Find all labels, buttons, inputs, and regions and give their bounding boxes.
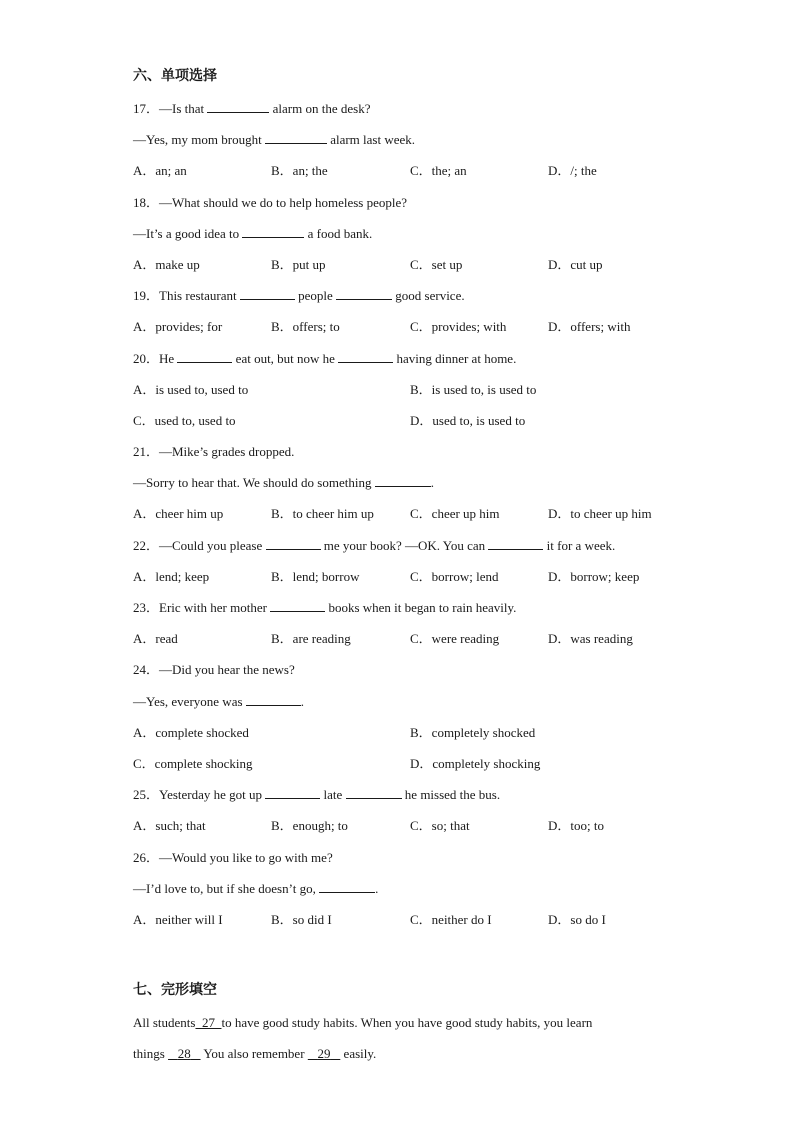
question-23-stem [133, 592, 733, 623]
question-21-stem: 21．—Mike’s grades dropped. [133, 444, 295, 460]
option-a[interactable]: A．complete shocked [133, 724, 249, 740]
answer-blank[interactable] [207, 100, 269, 113]
answer-blank[interactable] [488, 537, 543, 550]
cloze-blank-number: 29 [317, 1046, 331, 1062]
option-b[interactable]: B．offers; to [271, 319, 340, 335]
question-17-stem [133, 93, 733, 124]
option-c[interactable]: C．were reading [410, 631, 500, 647]
q22-stem-part: it for a week. [543, 537, 616, 553]
q18-line2-part: —It’s a good idea to [133, 225, 243, 241]
cloze-blank-28[interactable] [168, 1046, 201, 1061]
answer-blank[interactable] [270, 599, 325, 612]
option-d[interactable]: D．borrow; keep [548, 568, 640, 584]
option-a[interactable]: A．such; that [133, 818, 206, 834]
option-d[interactable]: D．completely shocking [410, 755, 541, 771]
question-18-options [133, 249, 733, 280]
cloze-text: things [133, 1046, 169, 1062]
option-d[interactable]: D．so do I [548, 911, 606, 927]
q19-stem-part: people [294, 288, 337, 304]
question-24-line2 [133, 686, 733, 717]
question-25-stem [133, 779, 733, 810]
question-20-options-row2 [133, 405, 733, 436]
option-c[interactable]: C．set up [410, 256, 463, 272]
cloze-blank-29[interactable] [308, 1046, 341, 1061]
cloze-blank-number: 27 [201, 1015, 215, 1031]
answer-blank[interactable] [375, 474, 431, 487]
q20-stem-part: eat out, but now he [232, 350, 339, 366]
answer-blank[interactable] [346, 786, 402, 799]
option-d[interactable]: D．was reading [548, 631, 633, 647]
option-a[interactable]: A．provides; for [133, 319, 223, 335]
question-21-options [133, 498, 733, 529]
q21-line2-part: . [430, 475, 434, 491]
answer-blank[interactable] [336, 287, 392, 300]
answer-blank[interactable] [265, 786, 320, 799]
q26-line2-part: —I’d love to, but if she doesn’t go, [133, 880, 320, 896]
option-d[interactable]: D．to cheer up him [548, 506, 652, 522]
option-d[interactable]: D．too; to [548, 818, 604, 834]
option-a[interactable]: A．cheer him up [133, 506, 224, 522]
question-22-stem [133, 530, 733, 561]
q24-line2-part: —Yes, everyone was [133, 693, 246, 709]
answer-blank[interactable] [177, 350, 232, 363]
cloze-text: to have good study habits. When you have good study habits, you learn [221, 1015, 593, 1031]
option-a[interactable]: A．neither will I [133, 911, 223, 927]
q24-line2-part: . [300, 693, 305, 709]
question-19-options [133, 311, 733, 342]
option-c[interactable]: C．provides; with [410, 319, 507, 335]
q21-line2-part: —Sorry to hear that. We should do something [133, 475, 375, 491]
question-24-options-row2 [133, 748, 733, 779]
question-24-options-row1 [133, 717, 733, 748]
option-b[interactable]: B．enough; to [271, 818, 348, 834]
q25-stem-part: 25．Yesterday he got up [133, 787, 266, 803]
q23-stem-part: books when it began to rain heavily. [325, 600, 517, 615]
q26-line2-part: . [375, 880, 379, 896]
q20-stem-part: having dinner at home. [393, 350, 517, 366]
q17-line2-part: alarm last week. [326, 132, 416, 148]
question-17-options [133, 155, 733, 186]
option-a[interactable]: A．make up [133, 256, 200, 272]
option-b[interactable]: B．is used to, is used to [410, 381, 537, 397]
cloze-blank-27[interactable] [195, 1015, 221, 1030]
section-gap [133, 935, 733, 976]
option-c[interactable]: C．the; an [410, 163, 467, 179]
q20-stem-part: 20．He [133, 350, 178, 366]
option-d[interactable]: D．offers; with [548, 319, 631, 335]
q25-stem-part: he missed the bus. [401, 787, 501, 803]
cloze-line-1 [133, 1007, 733, 1038]
section-title-cloze: 七、完形填空 [133, 982, 217, 999]
question-26-stem: 26．—Would you like to go with me? [133, 849, 333, 865]
q17-stem-part: alarm on the desk? [269, 101, 371, 116]
option-c[interactable]: C．used to, used to [133, 412, 236, 428]
section-title-single-choice: 六、单项选择 [133, 68, 217, 84]
question-21-line2 [133, 467, 733, 498]
answer-blank[interactable] [240, 287, 295, 300]
q23-stem-part: 23．Eric with her mother [133, 600, 271, 615]
answer-blank[interactable] [266, 537, 321, 550]
option-c[interactable]: C．borrow; lend [410, 568, 499, 584]
q25-stem-part: late [320, 787, 346, 803]
question-26-options [133, 904, 733, 935]
question-20-options-row1 [133, 374, 733, 405]
question-20-stem [133, 343, 733, 374]
cloze-text: You also remember [200, 1046, 308, 1062]
option-a[interactable]: A．is used to, used to [133, 381, 249, 397]
question-18-stem: 18．—What should we do to help homeless people? [133, 194, 408, 210]
option-d[interactable]: D．cut up [548, 256, 603, 272]
worksheet-page [133, 62, 733, 1069]
option-b[interactable]: B．put up [271, 256, 326, 272]
cloze-text: All students [133, 1015, 196, 1031]
cloze-text: easily. [340, 1046, 377, 1062]
option-a[interactable]: A．lend; keep [133, 568, 210, 584]
option-b[interactable]: B．lend; borrow [271, 568, 360, 584]
question-17-line2 [133, 124, 733, 155]
q19-stem-part: 19．This restaurant [133, 288, 240, 304]
answer-blank[interactable] [319, 880, 375, 893]
option-b[interactable]: B．are reading [271, 631, 351, 647]
question-25-options [133, 810, 733, 841]
answer-blank[interactable] [338, 350, 393, 363]
question-22-options [133, 561, 733, 592]
option-c[interactable]: C．cheer up him [410, 506, 500, 522]
q17-line2-part: —Yes, my mom brought [133, 132, 265, 148]
option-d[interactable]: D．used to, is used to [410, 412, 526, 428]
question-23-options [133, 623, 733, 654]
q18-line2-part: a food bank. [304, 225, 373, 241]
option-d[interactable]: D．/; the [548, 163, 597, 179]
question-26-line2 [133, 873, 733, 904]
option-c[interactable]: C．complete shocking [133, 755, 253, 771]
option-a[interactable]: A．read [133, 631, 178, 647]
option-b[interactable]: B．completely shocked [410, 724, 536, 740]
option-b[interactable]: B．so did I [271, 911, 332, 927]
q22-stem-part: 22．—Could you please [133, 537, 266, 553]
question-18-line2 [133, 218, 733, 249]
question-19-stem [133, 280, 733, 311]
q22-stem-part: me your book? —OK. You can [320, 537, 489, 553]
cloze-blank-number: 28 [177, 1046, 191, 1062]
answer-blank[interactable] [242, 225, 304, 238]
option-b[interactable]: B．to cheer him up [271, 506, 374, 522]
option-c[interactable]: C．so; that [410, 818, 470, 834]
option-a[interactable]: A．an; an [133, 163, 187, 179]
question-24-stem: 24．—Did you hear the news? [133, 662, 295, 678]
option-b[interactable]: B．an; the [271, 163, 328, 179]
option-c[interactable]: C．neither do I [410, 911, 492, 927]
answer-blank[interactable] [246, 693, 301, 706]
cloze-line-2 [133, 1038, 733, 1069]
q19-stem-part: good service. [392, 288, 465, 304]
answer-blank[interactable] [265, 131, 327, 144]
q17-stem-part: 17．—Is that [133, 101, 208, 116]
